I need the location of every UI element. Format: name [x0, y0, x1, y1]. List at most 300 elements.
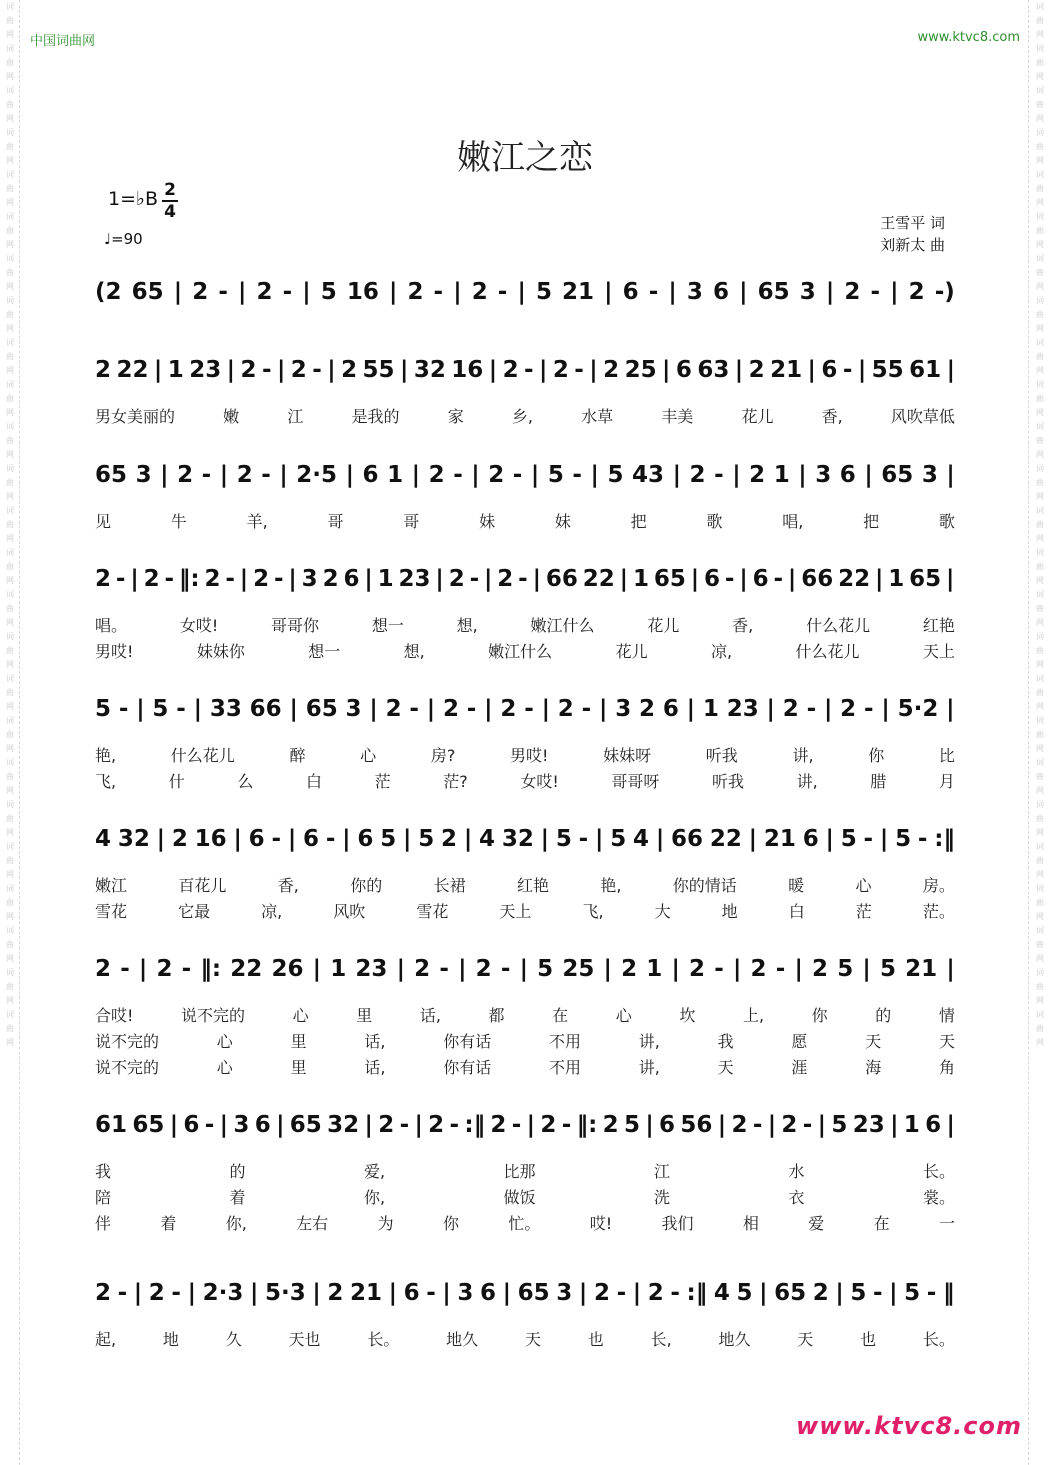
barline: | [946, 956, 955, 982]
side-watermark-char: 网 [6, 870, 14, 879]
barline: | [233, 826, 242, 852]
side-watermark-char: 网 [6, 492, 14, 501]
side-watermark-char: 曲 [1036, 58, 1044, 67]
side-watermark-char: 曲 [6, 982, 14, 991]
side-watermark-char: 网 [6, 450, 14, 459]
side-watermark-char: 曲 [6, 100, 14, 109]
barline: | [598, 696, 608, 722]
lyric-word: 里 [290, 1058, 307, 1077]
note-token: 2 [540, 1112, 557, 1138]
note-token: 2 [385, 696, 402, 722]
barline: | [766, 696, 775, 722]
tempo-mark: ♩=90 [104, 230, 143, 248]
barline: | [798, 462, 807, 488]
barline: | [342, 826, 351, 852]
note-token: 65 [774, 1280, 807, 1306]
note-token: - [312, 357, 322, 383]
side-watermark-char: 网 [1036, 240, 1044, 249]
note-token: 6 [254, 1112, 271, 1138]
note-token: - [181, 956, 192, 982]
side-watermark-char: 词 [1036, 842, 1044, 851]
barline: | [133, 1280, 143, 1306]
lyric-word: 水草 [581, 407, 614, 426]
side-watermark-char: 网 [6, 114, 14, 123]
barline: | [890, 1112, 899, 1138]
lyric-word: 哥哥你 [271, 616, 320, 635]
lyric-word: 牛 [170, 512, 187, 531]
lyric-word: 说不完的 [95, 1058, 160, 1077]
side-watermark-char: 网 [6, 618, 14, 627]
note-token: 2 [95, 357, 112, 383]
lyric-word: 为 [377, 1214, 394, 1233]
barline: | [823, 696, 833, 722]
side-watermark-char: 网 [1036, 576, 1044, 585]
barline: ‖: [576, 1112, 598, 1138]
note-token: - [512, 462, 523, 488]
lyric-word: 你 [442, 1214, 459, 1233]
lyric-word: 做饭 [503, 1188, 536, 1207]
lyric-word: 讲, [792, 746, 814, 765]
side-watermark-char: 网 [6, 954, 14, 963]
side-watermark-char: 曲 [6, 562, 14, 571]
barline: ‖: [178, 566, 200, 592]
note-token: - [409, 696, 419, 722]
note-token: 3 [301, 566, 318, 592]
side-watermark-char: 曲 [1036, 562, 1044, 571]
note-token: 4 [713, 1280, 730, 1306]
barline: | [739, 566, 748, 592]
side-watermark-char: 曲 [1036, 520, 1044, 529]
note-token: 2 [414, 956, 431, 982]
lyric-word: 海 [865, 1058, 882, 1077]
lyric-word: 比 [938, 746, 955, 765]
side-watermark-char: 曲 [6, 940, 14, 949]
side-watermark-char: 曲 [6, 16, 14, 25]
note-token: 3 [345, 696, 362, 722]
note-token: 5 [879, 956, 896, 982]
lyric-line [95, 769, 955, 792]
note-token: - [433, 279, 444, 305]
side-watermark-char: 词 [1036, 632, 1044, 641]
barline: | [239, 566, 249, 592]
notation-row [95, 1271, 955, 1315]
barline: | [672, 462, 681, 488]
left-side-watermark [3, 0, 17, 1465]
note-token: - [118, 696, 129, 722]
note-token: 5 [610, 826, 627, 852]
barline: | [578, 1280, 588, 1306]
lyric-word: 你的情话 [672, 876, 737, 895]
side-watermark-char: 曲 [6, 520, 14, 529]
note-token: - [917, 826, 928, 852]
note-token: 6 [183, 1112, 200, 1138]
note-token: 26 [271, 956, 304, 982]
side-watermark-char: 词 [6, 800, 14, 809]
lyric-word: 地 [721, 902, 738, 921]
side-watermark-char: 词 [6, 674, 14, 683]
barline: | [879, 826, 889, 852]
lyric-word: 水 [788, 1162, 805, 1181]
side-watermark-char: 词 [1036, 758, 1044, 767]
side-watermark-char: 词 [1036, 548, 1044, 557]
lyric-word: 茫。 [922, 902, 955, 921]
note-token: 5 [380, 826, 397, 852]
side-watermark-char: 词 [6, 716, 14, 725]
lyric-word: 话, [364, 1058, 386, 1077]
lyric-line [95, 1003, 955, 1026]
barline: | [414, 1112, 423, 1138]
side-watermark-char: 词 [1036, 506, 1044, 515]
side-watermark-char: 网 [1036, 1038, 1044, 1047]
note-token: 5·2 [897, 696, 939, 722]
note-token: 43 [632, 462, 665, 488]
note-token: 2 [844, 279, 861, 305]
side-watermark-char: 词 [6, 464, 14, 473]
barline: | [946, 462, 955, 488]
lyric-word: 风吹 [333, 902, 366, 921]
note-token: 5 [736, 1280, 753, 1306]
footer-watermark: www.ktvc8.com [796, 1412, 1022, 1440]
lyric-word: 江 [654, 1162, 671, 1181]
side-watermark-char: 词 [1036, 800, 1044, 809]
note-token: 2 [322, 566, 339, 592]
barline: | [541, 696, 550, 722]
lyric-word: 长, [650, 1330, 672, 1349]
barline: | [312, 956, 322, 982]
lyric-word: 乡, [511, 407, 533, 426]
side-watermark-char: 词 [1036, 1010, 1044, 1019]
lyric-word: 女哎! [520, 772, 559, 791]
side-watermark-char: 网 [1036, 408, 1044, 417]
barline: | [686, 696, 696, 722]
barline: | [787, 566, 797, 592]
side-watermark-char: 词 [1036, 128, 1044, 137]
side-watermark-char: 曲 [6, 730, 14, 739]
note-token: - [714, 956, 724, 982]
note-token: 55 [871, 357, 904, 383]
barline: | [219, 1112, 229, 1138]
note-token: 1 [903, 1112, 920, 1138]
note-token: - [204, 1112, 215, 1138]
note-token: 32 [413, 357, 446, 383]
barline: | [396, 956, 405, 982]
note-token: 1 [167, 357, 184, 383]
barline: | [794, 956, 803, 982]
side-watermark-char: 词 [6, 842, 14, 851]
note-token: -) [934, 279, 955, 305]
note-token: 2 [603, 357, 620, 383]
side-watermark-char: 曲 [1036, 268, 1044, 277]
barline: | [862, 956, 871, 982]
lyric-word: 爱 [808, 1214, 825, 1233]
note-token: 32 [501, 826, 534, 852]
side-watermark-char: 网 [1036, 618, 1044, 627]
lyric-word: 长裙 [433, 876, 466, 895]
note-token: 2 [812, 956, 829, 982]
side-watermark-char: 词 [1036, 464, 1044, 473]
barline: | [403, 826, 412, 852]
barline: | [388, 1280, 397, 1306]
note-token: 2 [341, 357, 358, 383]
side-watermark-char: 网 [1036, 912, 1044, 921]
note-token: 2 [749, 462, 766, 488]
barline: | [426, 696, 436, 722]
side-watermark-char: 词 [1036, 590, 1044, 599]
barline: | [187, 1280, 196, 1306]
lyric-word: 妹妹呀 [603, 746, 652, 765]
lyric-word: 心 [216, 1032, 233, 1051]
note-token: 5 [152, 696, 169, 722]
lyric-word: 花儿 [741, 407, 774, 426]
lyric-word: 心 [216, 1058, 233, 1077]
side-watermark-char: 网 [6, 702, 14, 711]
side-watermark-char: 词 [1036, 884, 1044, 893]
side-watermark-char: 词 [1036, 926, 1044, 935]
note-token: - [273, 566, 284, 592]
barline: | [530, 462, 540, 488]
note-token: 23 [726, 696, 759, 722]
note-token: - [524, 696, 534, 722]
note-token: 6 [362, 462, 379, 488]
lyric-word: 裳。 [922, 1188, 955, 1207]
side-watermark-char: 词 [6, 2, 14, 11]
side-watermark-char: 网 [6, 72, 14, 81]
barline: | [526, 1112, 536, 1138]
lyric-word: 里 [356, 1006, 373, 1025]
note-token: 22 [709, 826, 742, 852]
side-watermark-char: 曲 [6, 814, 14, 823]
note-token: 2 [557, 696, 574, 722]
side-watermark-char: 网 [1036, 156, 1044, 165]
side-watermark-char: 曲 [6, 856, 14, 865]
lyric-word: 把 [630, 512, 647, 531]
lyric-word: 涯 [791, 1058, 808, 1077]
note-token: 6 [622, 279, 639, 305]
note-token: (2 [95, 279, 122, 305]
notation-row [95, 270, 955, 314]
lyric-word: 情 [938, 1006, 955, 1025]
note-token: 3 [815, 462, 832, 488]
note-token: 2 [908, 279, 925, 305]
side-watermark-char: 网 [1036, 492, 1044, 501]
barline: | [130, 566, 139, 592]
lyric-word: 你有话 [443, 1058, 492, 1077]
note-token: - [802, 1112, 813, 1138]
note-token: - [524, 357, 534, 383]
lyric-word: 茫 [855, 902, 872, 921]
note-token: 6 [752, 566, 769, 592]
lyric-word: 嫩江什么 [488, 642, 553, 661]
notation-row [95, 687, 955, 731]
lyric-word: 久 [225, 1330, 242, 1349]
side-watermark-char: 词 [1036, 86, 1044, 95]
barline: | [946, 696, 955, 722]
barline: | [289, 696, 298, 722]
note-token: - [872, 1280, 883, 1306]
lyric-word: 香, [732, 616, 754, 635]
side-watermark-char: 曲 [6, 604, 14, 613]
lyric-word: 香, [821, 407, 843, 426]
note-token: 66 [545, 566, 578, 592]
note-token: - [842, 357, 853, 383]
note-token: - [325, 826, 336, 852]
lyric-word: 在 [873, 1214, 890, 1233]
lyric-line [95, 743, 955, 766]
barline: | [364, 566, 373, 592]
lyric-word: 一 [938, 1214, 955, 1233]
note-token: 65 [289, 1112, 322, 1138]
lyric-word: 凉, [711, 642, 733, 661]
lyric-word: 房? [430, 746, 456, 765]
side-watermark-char: 曲 [1036, 982, 1044, 991]
lyric-word: 都 [488, 1006, 505, 1025]
barline: | [484, 566, 493, 592]
side-watermark-char: 词 [1036, 296, 1044, 305]
side-watermark-char: 曲 [6, 478, 14, 487]
barline: | [759, 1280, 768, 1306]
lyric-word: 洗 [654, 1188, 671, 1207]
lyric-line [95, 1159, 955, 1182]
meter-top: 2 [164, 180, 176, 200]
note-token: - [574, 357, 584, 383]
barline: | [453, 279, 462, 305]
note-token: 5 [623, 1112, 640, 1138]
side-watermark-char: 网 [1036, 702, 1044, 711]
note-token: 5 [95, 696, 112, 722]
side-watermark-char: 曲 [6, 436, 14, 445]
note-token: 2 [192, 279, 209, 305]
lyric-line [95, 899, 955, 922]
lyric-line [95, 1185, 955, 1208]
lyric-word: 见 [95, 512, 112, 531]
side-watermark-char: 网 [6, 744, 14, 753]
note-token: 2 [621, 956, 638, 982]
lyric-word: 男哎! [95, 642, 134, 661]
note-token: - [724, 566, 735, 592]
lyric-word: 也 [587, 1330, 604, 1349]
note-token: 5 [850, 1280, 867, 1306]
lyric-word: 天 [524, 1330, 541, 1349]
side-watermark-char: 词 [1036, 254, 1044, 263]
note-token: 4 [633, 826, 650, 852]
note-token: 23 [398, 566, 431, 592]
note-token: 2 [148, 1280, 165, 1306]
notation-row [95, 348, 955, 392]
barline: | [287, 826, 297, 852]
side-watermark-char: 网 [6, 366, 14, 375]
side-watermark-char: 曲 [6, 688, 14, 697]
note-token: 2 [502, 357, 519, 383]
side-watermark-char: 网 [1036, 72, 1044, 81]
barline: | [889, 1280, 898, 1306]
note-token: - [497, 279, 508, 305]
barline: | [193, 696, 202, 722]
note-token: - [261, 357, 272, 383]
lyric-word: 花儿 [615, 642, 648, 661]
note-token: 1 [646, 956, 663, 982]
note-token: 4 [479, 826, 496, 852]
lyric-word: 妹 [554, 512, 571, 531]
side-watermark-char: 词 [1036, 422, 1044, 431]
side-watermark-char: 曲 [6, 394, 14, 403]
note-token: 2 [781, 1112, 798, 1138]
note-token: - [578, 826, 589, 852]
side-watermark-char: 网 [6, 576, 14, 585]
lyric-word: 什么花儿 [806, 616, 871, 635]
barline: | [881, 696, 890, 722]
note-token: 2 [407, 279, 424, 305]
barline: | [619, 566, 629, 592]
lyric-word: 什么花儿 [795, 642, 860, 661]
barline: | [655, 826, 665, 852]
side-watermark-char: 词 [1036, 674, 1044, 683]
lyric-word: 它最 [178, 902, 211, 921]
barline: | [946, 357, 955, 383]
note-token: 55 [362, 357, 395, 383]
lyric-word: 月 [938, 772, 955, 791]
left-page-edge [19, 0, 20, 1465]
note-token: 2 [236, 462, 253, 488]
note-token: - [399, 1112, 410, 1138]
note-token: 5 [837, 956, 854, 982]
note-token: 2 [782, 696, 799, 722]
note-token: 5 [547, 462, 564, 488]
notation-row [95, 557, 955, 601]
side-watermark-char: 网 [6, 324, 14, 333]
side-watermark-char: 曲 [6, 1024, 14, 1033]
note-token: - [176, 696, 186, 722]
barline: | [734, 357, 744, 383]
note-token: 16 [346, 279, 379, 305]
note-token: - [500, 956, 511, 982]
barline: | [835, 1280, 844, 1306]
side-watermark-char: 曲 [6, 226, 14, 235]
lyric-line [95, 1055, 955, 1078]
note-token: 2 [488, 462, 505, 488]
lyric-word: 爱, [363, 1162, 386, 1181]
barline: | [226, 357, 236, 383]
notation-row [95, 1103, 955, 1147]
barline: | [488, 357, 498, 383]
lyric-word: 里 [290, 1032, 307, 1051]
note-token: - [670, 1280, 680, 1306]
barline: | [825, 826, 834, 852]
side-watermark-char: 曲 [6, 352, 14, 361]
note-token: 61 [95, 1112, 128, 1138]
barline: | [857, 357, 867, 383]
note-token: 2 [240, 357, 257, 383]
side-watermark-char: 网 [6, 1038, 14, 1047]
barline: | [590, 462, 599, 488]
barline: | [458, 956, 467, 982]
side-watermark-char: 曲 [1036, 352, 1044, 361]
note-token: 5 [555, 826, 572, 852]
note-token: 2 [95, 956, 112, 982]
side-watermark-char: 曲 [1036, 604, 1044, 613]
lyric-word: 长。 [367, 1330, 400, 1349]
note-token: 25 [624, 357, 657, 383]
barline: | [589, 357, 598, 383]
barline: | [219, 462, 229, 488]
note-token: - [714, 462, 724, 488]
side-watermark-char: 曲 [1036, 646, 1044, 655]
note-token: 1 [888, 566, 905, 592]
barline: | [690, 566, 700, 592]
side-watermark-char: 词 [6, 296, 14, 305]
notation-row [95, 947, 955, 991]
note-token: 22 [230, 956, 263, 982]
note-token: 32 [327, 1112, 360, 1138]
